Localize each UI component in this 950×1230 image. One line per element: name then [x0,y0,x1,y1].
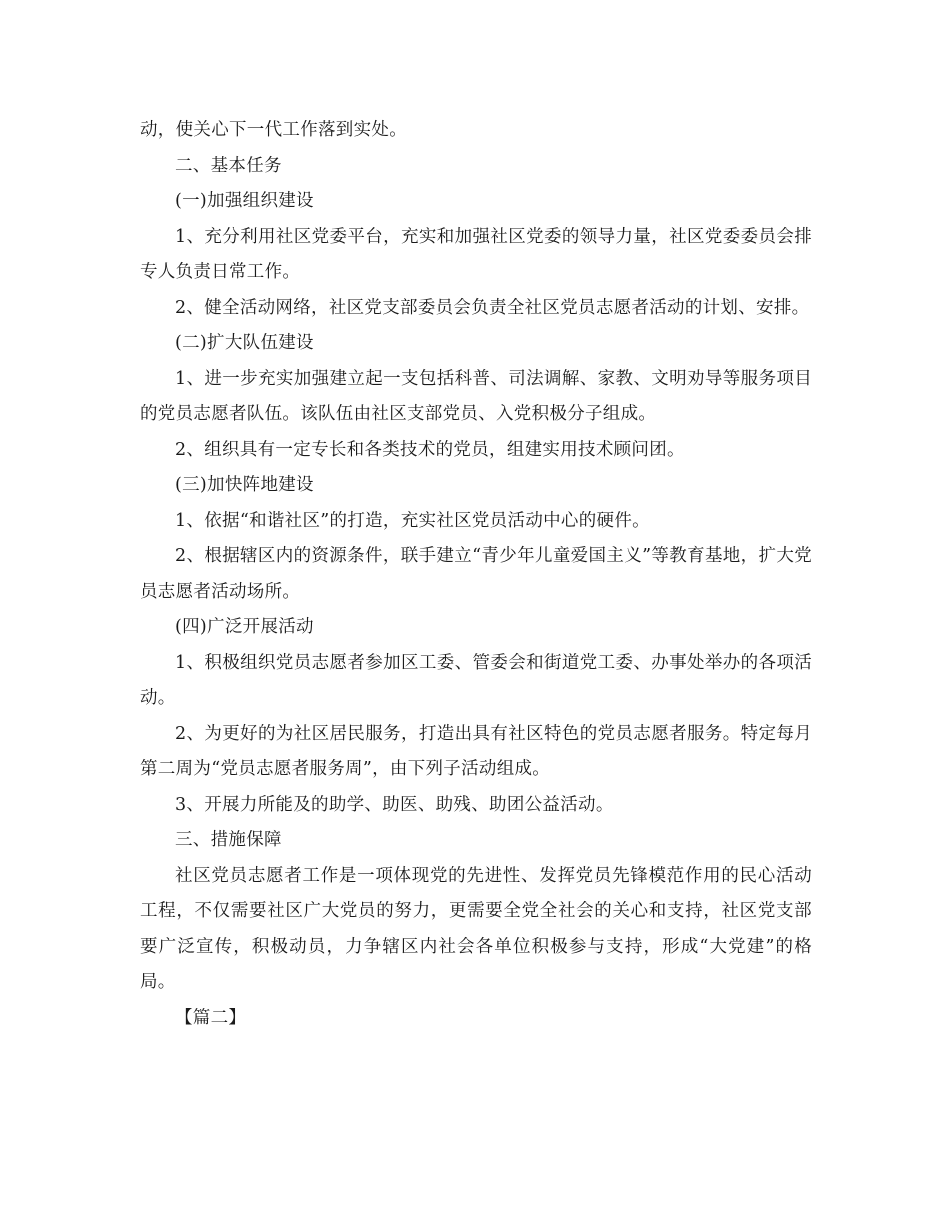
subsection-heading-organization: (一)加强组织建设 [175,191,314,211]
subsection-heading-team: (二)扩大队伍建设 [175,333,314,353]
paragraph-item: 1、依据“和谐社区”的打造，充实社区党员活动中心的硬件。 [175,510,650,531]
subsection-heading-base: (三)加快阵地建设 [175,475,314,495]
paragraph-item: 2、健全活动网络，社区党支部委员会负责全社区党员志愿者活动的计划、安排。 [175,297,810,318]
paragraph-body: 社区党员志愿者工作是一项体现党的先进性、发挥党员先锋模范作用的民心活动工程，不仅需要社区广大党员的努力，更需要全党全社会的关心和支持，社区党支部要广泛宣传，积极动员，力争辖区内社会各单位积极参与支持，形成“大党建”的格局。 [140,865,812,992]
part-two-heading: 【篇二】 [175,1007,247,1028]
paragraph-item: 1、积极组织党员志愿者参加区工委、管委会和街道党工委、办事处举办的各项活动。 [140,652,812,708]
paragraph-item: 1、充分利用社区党委平台，充实和加强社区党委的领导力量，社区党委委员会排专人负责日常工作。 [140,226,812,282]
paragraph-item: 2、根据辖区内的资源条件，联手建立“青少年儿童爱国主义”等教育基地，扩大党员志愿者活动场所。 [140,546,812,602]
paragraph-item: 3、开展力所能及的助学、助医、助残、助团公益活动。 [175,794,614,815]
paragraph-item: 2、为更好的为社区居民服务，打造出具有社区特色的党员志愿者服务。特定每月第二周为“党员志愿者服务周”，由下列子活动组成。 [140,723,812,779]
section-heading-measures: 三、措施保障 [175,830,282,850]
paragraph-item: 1、进一步充实加强建立起一支包括科普、司法调解、家教、文明劝导等服务项目的党员志愿者队伍。该队伍由社区支部党员、入党积极分子组成。 [140,368,812,424]
subsection-heading-activities: (四)广泛开展活动 [175,617,314,637]
document-body [140,113,812,1036]
paragraph-continuation: 动，使关心下一代工作落到实处。 [140,120,407,140]
section-heading-basic-tasks: 二、基本任务 [175,155,282,176]
paragraph-item: 2、组织具有一定专长和各类技术的党员，组建实用技术顾问团。 [175,439,685,460]
